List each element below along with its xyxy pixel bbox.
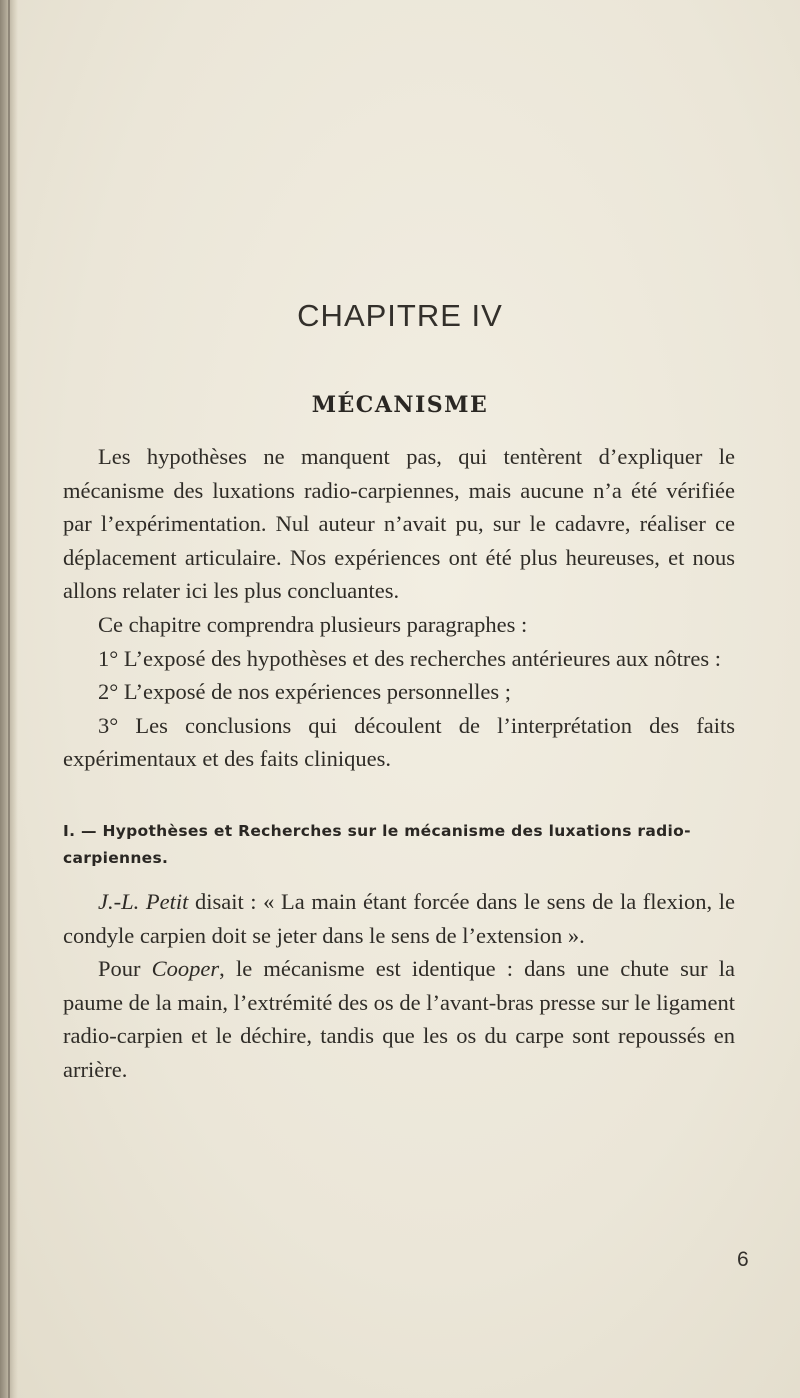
intro-paragraph-block xyxy=(63,440,735,608)
subsection-heading: I. — Hypothèses et Recherches sur le mécanisme des luxations radio-carpiennes. xyxy=(63,822,691,867)
plan-item-3: 3° Les conclusions qui découlent de l’interprétation des faits expérimentaux et des faits cliniques. xyxy=(63,712,735,772)
binding-edge xyxy=(8,0,10,1398)
author-cooper: Cooper xyxy=(151,956,220,982)
cooper-prefix: Pour xyxy=(98,956,152,982)
cooper-paragraph xyxy=(63,952,735,1086)
plan-block xyxy=(63,608,735,776)
chapter-title: CHAPITRE IV xyxy=(297,298,503,333)
petit-quote: disait : « La main étant forcée dans le sens de la flexion, le condyle carpien doit se jeter dans le sens de l’extension ». xyxy=(63,889,736,948)
section-title: MÉCANISME xyxy=(311,392,489,418)
page-number: 6 xyxy=(737,1248,749,1271)
cooper-text: , le mécanisme est identique : dans une chute sur la paume de la main, l’extrémité des os de l’avant-bras presse sur le ligament radio-carpien et le déchire, tandis que les os du carpe sont repoussés en arrière. xyxy=(63,956,735,1082)
intro-paragraph: Les hypothèses ne manquent pas, qui tentèrent d’expliquer le mécanisme des luxations radio-carpiennes, mais aucune n’a été vérifiée par l’expérimentation. Nul auteur n’avait pu, sur le cadavre, réaliser ce déplacement articulaire. Nos expériences ont été plus heureuses, et nous allons relater ici les plus concluantes. xyxy=(63,444,735,604)
petit-paragraph xyxy=(63,885,735,952)
author-petit: J.-L. Petit xyxy=(98,889,189,914)
plan-item-2: 2° L’exposé de nos expériences personnelles ; xyxy=(98,679,512,705)
plan-item-1: 1° L’exposé des hypothèses et des recherches antérieures aux nôtres : xyxy=(98,645,721,671)
citations-block xyxy=(63,885,735,1087)
plan-lead: Ce chapitre comprendra plusieurs paragraphes : xyxy=(98,612,528,637)
